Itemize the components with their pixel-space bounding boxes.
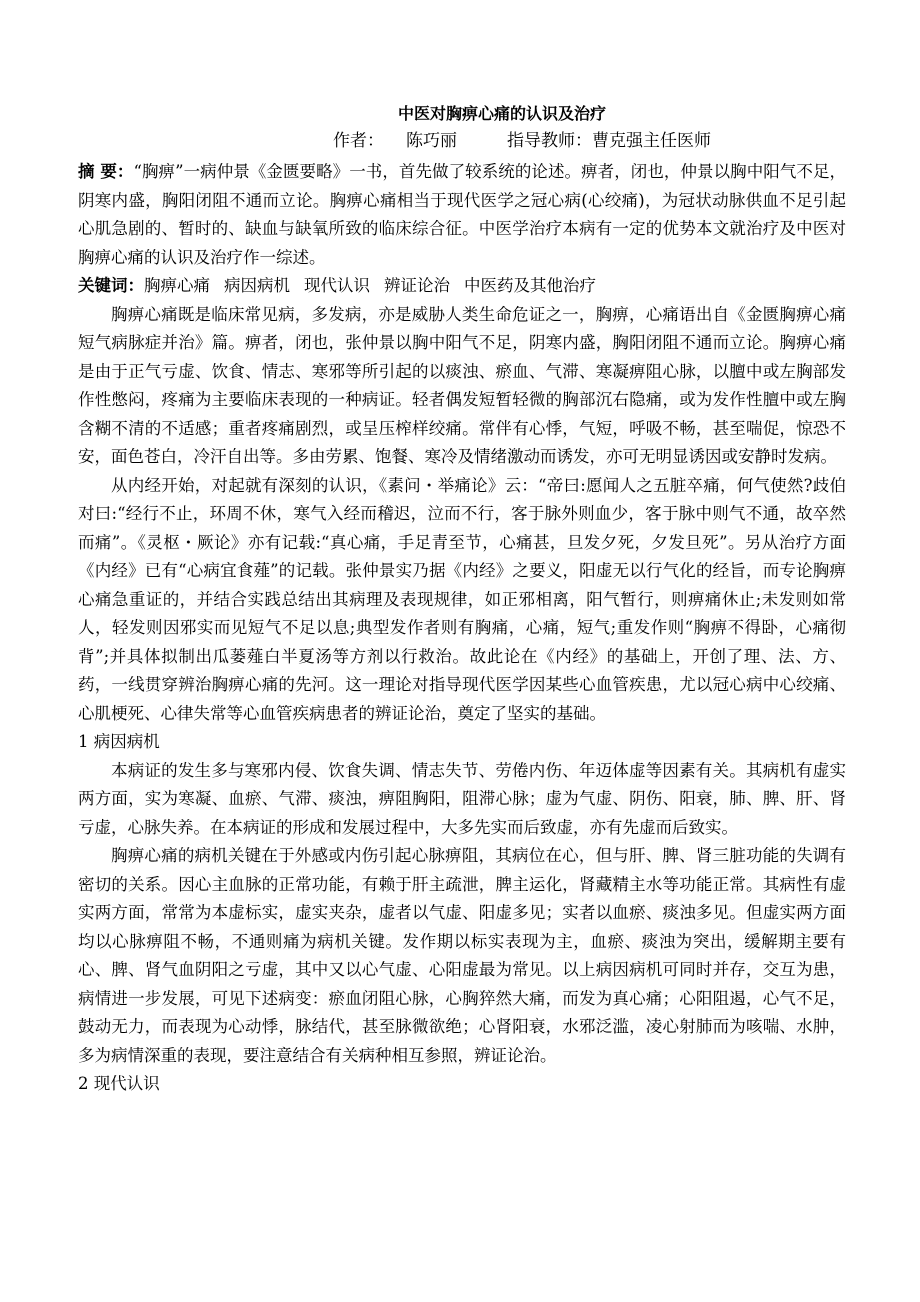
- intro-paragraph: 从内经开始，对起就有深刻的认识，《素问・举痛论》云：“帝曰:愿闻人之五脏卒痛，何气使然?歧伯对曰:“经行不止，环周不休，寒气入经而稽迟，泣而不行，客于脉外则血少，客于脉中则气不通，故卒然而痛”。《灵枢・厥论》亦有记载:“真心痛，手足青至节，心痛甚，旦发夕死，夕发旦死”。另从治疗方面《内经》已有“心病宜食薤”的记载。张仲景实乃据《内经》之要义，阳虚无以行气化的经旨，而专论胸痹心痛急重证的，并结合实践总结出其病理及表现规律，如正邪相离，阳气暂行，则痹痛休止;未发则如常人，轻发则因邪实而见短气不足以息;典型发作者则有胸痛，心痛，短气;重发作则“胸痹不得卧，心痛彻背”;并具体拟制出瓜蒌薤白半夏汤等方剂以行救治。故此论在《内经》的基础上，开创了理、法、方、药，一线贯穿辨治胸痹心痛的先河。这一理论对指导现代医学因某些心血管疾患，尤以冠心病中心绞痛、心肌梗死、心律失常等心血管疾病患者的辨证论治，奠定了坚实的基础。: [78, 475, 846, 723]
- section1-paragraph: 本病证的发生多与寒邪内侵、饮食失调、情志失节、劳倦内伤、年迈体虚等因素有关。其病机有虚实两方面，实为寒凝、血瘀、气滞、痰浊，痹阻胸阳，阻滞心脉；虚为气虚、阴伤、阳衰，肺、脾、肝、肾亏虚，心脉失养。在本病证的形成和发展过程中，大多先实而后致虚，亦有先虚而后致实。: [78, 760, 846, 837]
- author-label: 作者：: [333, 131, 384, 151]
- keyword-item: 病因病机: [224, 276, 290, 295]
- keyword-item: 辨证论治: [384, 276, 450, 295]
- document-page: [78, 100, 846, 1099]
- author-name: 陈巧丽: [406, 131, 457, 151]
- keywords: [78, 272, 846, 301]
- intro-paragraph: 胸痹心痛既是临床常见病，多发病，亦是威胁人类生命危证之一，胸痹，心痛语出自《金匮胸痹心痛短气病脉症并治》篇。痹者，闭也，张仲景以胸中阳气不足，阴寒内盛，胸阳闭阻不通而立论。胸痹心痛是由于正气亏虚、饮食、情志、寒邪等所引起的以痰浊、瘀血、气滞、寒凝痹阻心脉，以膻中或左胸部发作性憋闷，疼痛为主要临床表现的一种病证。轻者偶发短暂轻微的胸部沉右隐痛，或为发作性膻中或左胸含糊不清的不适感；重者疼痛剧烈，或呈压榨样绞痛。常伴有心悸，气短，呼吸不畅，甚至喘促，惊恐不安，面色苍白，冷汗自出等。多由劳累、饱餐、寒冷及情绪激动而诱发，亦可无明显诱因或安静时发病。: [78, 304, 846, 466]
- advisor-name: 曹克强主任医师: [592, 131, 711, 151]
- section-heading-2: 2 现代认识: [78, 1074, 160, 1093]
- abstract: [78, 158, 846, 272]
- abstract-text: “胸痹”一病仲景《金匮要略》一书，首先做了较系统的论述。痹者，闭也，仲景以胸中阳气不足，阴寒内盛，胸阳闭阻不通而立论。胸痹心痛相当于现代医学之冠心病(心绞痛)，为冠状动脉供血不足引起心肌急剧的、暂时的、缺血与缺氧所致的临床综合征。中医学治疗本病有一定的优势本文就治疗及中医对胸痹心痛的认识及治疗作一综述。: [78, 162, 847, 267]
- section-heading-1: 1 病因病机: [78, 732, 160, 751]
- abstract-label: 摘 要：: [78, 162, 134, 181]
- paper-title: 中医对胸痹心痛的认识及治疗: [397, 104, 606, 123]
- keywords-label: 关键词：: [78, 276, 144, 295]
- advisor-label: 指导教师：: [507, 131, 592, 151]
- author-line: [78, 128, 846, 154]
- keyword-item: 胸痹心痛: [144, 276, 210, 295]
- keyword-item: 现代认识: [304, 276, 370, 295]
- section1-paragraph: 胸痹心痛的病机关键在于外感或内伤引起心脉痹阻，其病位在心，但与肝、脾、肾三脏功能的失调有密切的关系。因心主血脉的正常功能，有赖于肝主疏泄，脾主运化，肾藏精主水等功能正常。其病性有虚实两方面，常常为本虚标实，虚实夹杂，虚者以气虚、阳虚多见；实者以血瘀、痰浊多见。但虚实两方面均以心脉痹阻不畅，不通则痛为病机关键。发作期以标实表现为主，血瘀、痰浊为突出，缓解期主要有心、脾、肾气血阴阳之亏虚，其中又以心气虚、心阳虚最为常见。以上病因病机可同时并存，交互为患，病情进一步发展，可见下述病变：瘀血闭阻心脉，心胸猝然大痛，而发为真心痛；心阳阻遏，心气不足，鼓动无力，而表现为心动悸，脉结代，甚至脉微欲绝；心肾阳衰，水邪泛滥，凌心射肺而为咳喘、水肿，多为病情深重的表现，要注意结合有关病种相互参照，辨证论治。: [78, 846, 846, 1065]
- keyword-item: 中医药及其他治疗: [464, 276, 596, 295]
